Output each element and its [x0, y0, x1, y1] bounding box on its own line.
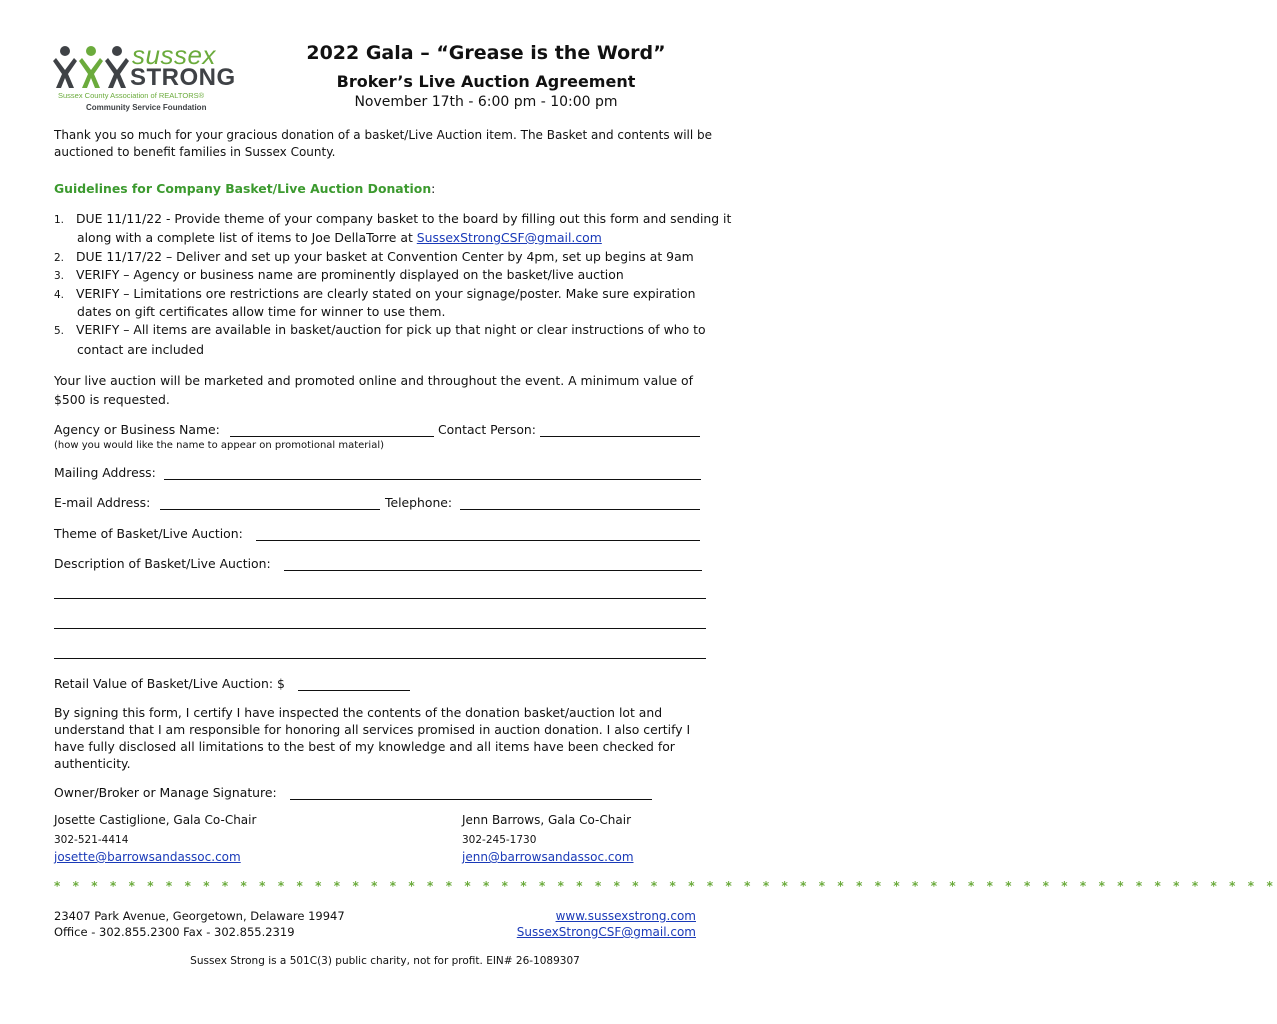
contact-person-label: Contact Person: [438, 422, 536, 437]
guideline-item-5 [54, 320, 706, 341]
guideline-item-4-cont [77, 302, 445, 321]
certification-paragraph [54, 704, 690, 772]
chair-2-phone: 302-245-1730 [462, 834, 537, 846]
agency-name-field[interactable] [230, 424, 434, 437]
footer-email-link[interactable]: SussexStrongCSF@gmail.com [516, 925, 696, 939]
people-figures-icon [54, 44, 132, 90]
chair-1-name: Josette Castiglione, Gala Co-Chair [54, 813, 257, 827]
email-link[interactable]: SussexStrongCSF@gmail.com [416, 230, 602, 245]
footer-phones: Office - 302.855.2300 Fax - 302.855.2319 [54, 925, 295, 939]
footer-website-link[interactable]: www.sussexstrong.com [555, 909, 696, 923]
signature-field[interactable] [290, 787, 652, 800]
description-label: Description of Basket/Live Auction: [54, 556, 271, 571]
guideline-item-5-cont [77, 340, 204, 359]
description-field[interactable] [284, 558, 702, 571]
chair-1-phone: 302-521-4414 [54, 834, 129, 846]
logo-sussex-text: sussex [132, 40, 216, 70]
chair-2-name: Jenn Barrows, Gala Co-Chair [462, 813, 631, 827]
intro-line: auctioned to benefit families in Sussex County. [54, 145, 336, 159]
guideline-text: VERIFY – Agency or business name are prominently displayed on the basket/live auction [76, 267, 624, 282]
telephone-field[interactable] [460, 497, 700, 510]
guideline-text: DUE 11/17/22 – Deliver and set up your basket at Convention Center by 4pm, set up begins at 9am [76, 249, 694, 264]
guideline-text: DUE 11/11/22 - Provide theme of your company basket to the board by filling out this form and sending it [76, 211, 732, 226]
logo-strong-text: STRONG [130, 64, 236, 91]
guideline-text: contact are included [77, 342, 205, 357]
chair-2-email-link[interactable]: jenn@barrowsandassoc.com [462, 850, 634, 864]
logo-association-text: Sussex County Association of REALTORS® [58, 91, 205, 100]
guideline-text: dates on gift certificates allow time for winner to use them. [77, 304, 446, 319]
page-subtitle: Broker’s Live Auction Agreement [336, 72, 636, 91]
guideline-number: 1. [54, 214, 65, 226]
certification-line: By signing this form, I certify I have inspected the contents of the donation basket/auction lot and [54, 705, 663, 720]
description-line-3[interactable] [54, 628, 706, 629]
marketing-paragraph [54, 371, 693, 409]
guidelines-heading [54, 181, 435, 196]
marketing-line: $500 is requested. [54, 392, 170, 407]
intro-paragraph [54, 127, 712, 161]
mailing-address-field[interactable] [164, 467, 701, 480]
logo-foundation-text: Community Service Foundation [86, 103, 207, 112]
retail-value-label: Retail Value of Basket/Live Auction: $ [54, 676, 285, 691]
certification-line: authenticity. [54, 756, 131, 771]
guideline-number: 5. [54, 325, 65, 337]
signature-label: Owner/Broker or Manage Signature: [54, 785, 277, 800]
chair-1-email-link[interactable]: josette@barrowsandassoc.com [54, 850, 241, 864]
contact-person-field[interactable] [540, 424, 700, 437]
sussex-strong-logo [54, 40, 236, 114]
guideline-number: 3. [54, 270, 65, 282]
guideline-text: along with a complete list of items to Joe DellaTorre at [77, 230, 417, 245]
email-address-field[interactable] [160, 497, 380, 510]
footer-charity-note: Sussex Strong is a 501C(3) public charity, not for profit. EIN# 26-1089307 [190, 955, 580, 967]
email-address-label: E-mail Address: [54, 495, 151, 510]
mailing-address-label: Mailing Address: [54, 465, 156, 480]
agency-note: (how you would like the name to appear on promotional material) [54, 440, 384, 451]
event-date: November 17th - 6:00 pm - 10:00 pm [354, 94, 618, 110]
theme-label: Theme of Basket/Live Auction: [54, 526, 243, 541]
guideline-item-1-cont [77, 228, 602, 247]
guidelines-heading-colon: : [431, 181, 436, 196]
guideline-item-1 [54, 209, 731, 230]
guideline-text: VERIFY – All items are available in basket/auction for pick up that night or clear instructions of who to [76, 322, 706, 337]
theme-field[interactable] [256, 528, 700, 541]
description-line-4[interactable] [54, 658, 706, 659]
telephone-label: Telephone: [385, 495, 453, 510]
intro-line: Thank you so much for your gracious donation of a basket/Live Auction item. The Basket and contents will be [54, 128, 713, 142]
certification-line: have fully disclosed all limitations to the best of my knowledge and all items have been checked for [54, 739, 675, 754]
page-title: 2022 Gala – “Grease is the Word” [306, 42, 666, 64]
guideline-number: 2. [54, 252, 65, 264]
description-line-2[interactable] [54, 598, 706, 599]
guideline-number: 4. [54, 289, 65, 301]
star-divider: * * * * * * * * * * * * * * * * * * * * * * * * * * * * * * * * * * * * * * * * * * * * * * * * * * * * * * * * * * * * * * * * * * [54, 879, 1277, 893]
agency-name-label: Agency or Business Name: [54, 422, 220, 437]
guideline-text: VERIFY – Limitations ore restrictions are clearly stated on your signage/poster. Make sure expiration [76, 286, 696, 301]
guidelines-heading-text: Guidelines for Company Basket/Live Auction Donation [54, 181, 432, 196]
agency-row [54, 422, 220, 437]
marketing-line: Your live auction will be marketed and promoted online and throughout the event. A minimum value of [54, 373, 693, 388]
guideline-item-3 [54, 265, 624, 286]
certification-line: understand that I am responsible for honoring all services promised in auction donation. I also certify I [54, 722, 691, 737]
retail-value-field[interactable] [298, 678, 410, 691]
footer-address: 23407 Park Avenue, Georgetown, Delaware 19947 [54, 909, 345, 923]
